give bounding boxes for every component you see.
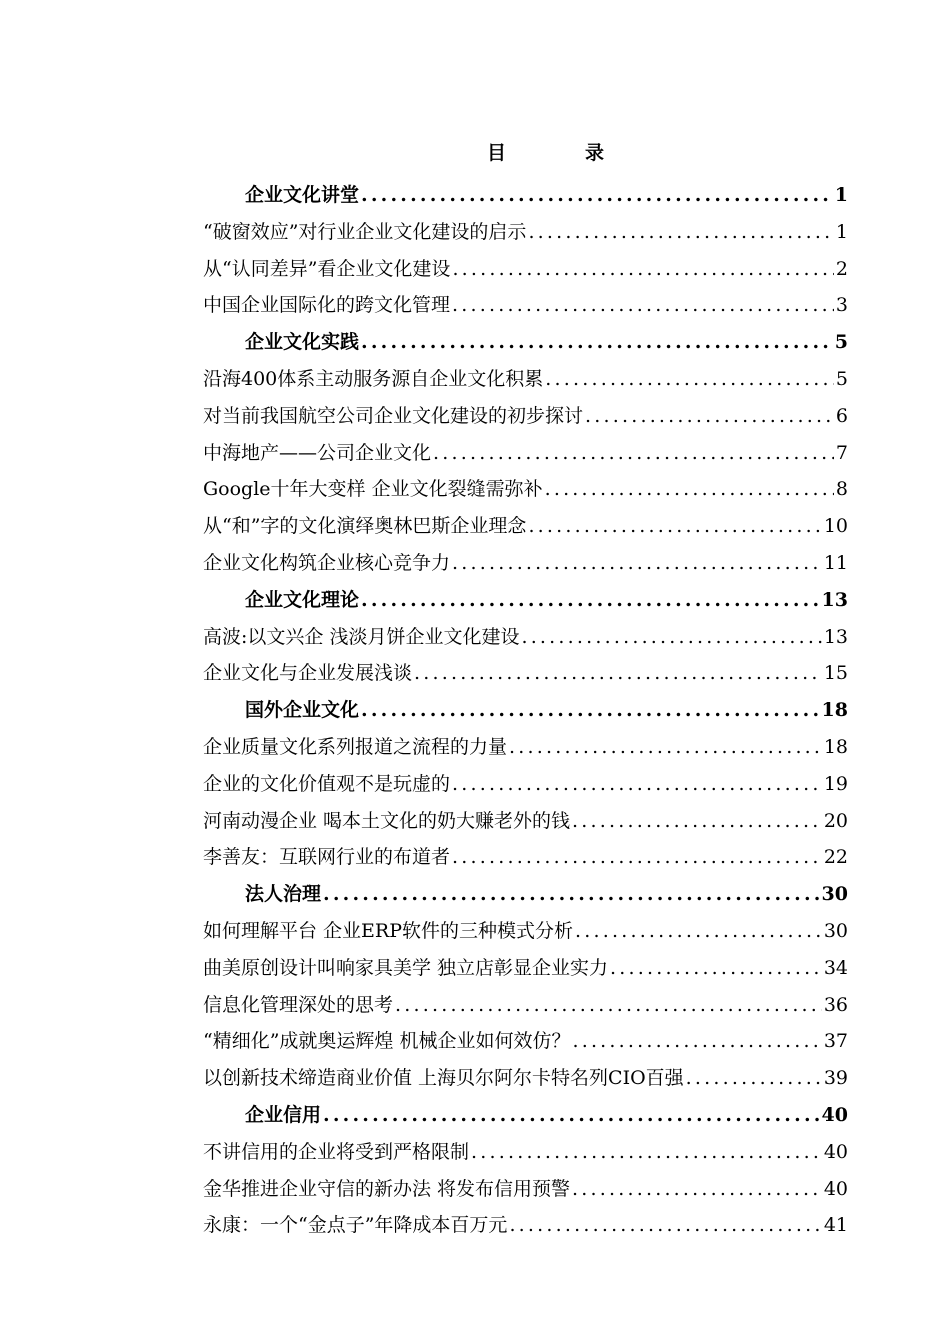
toc-entry-title: 如何理解平台 企业ERP软件的三种模式分析 xyxy=(203,919,574,942)
toc-entry[interactable] xyxy=(203,1207,848,1244)
toc-list xyxy=(203,177,848,1244)
toc-entry-title: 法人治理 xyxy=(245,883,322,906)
dot-leader xyxy=(545,361,834,398)
dot-leader xyxy=(452,766,822,803)
toc-page-number: 5 xyxy=(834,331,848,354)
toc-page-number: 22 xyxy=(823,846,848,869)
toc-section-heading[interactable] xyxy=(203,1097,848,1134)
dot-leader xyxy=(572,1171,822,1208)
dot-leader xyxy=(361,177,833,214)
toc-page-number: 40 xyxy=(823,1140,848,1163)
dot-leader xyxy=(323,876,820,913)
toc-entry[interactable] xyxy=(203,251,848,288)
toc-page-number: 1 xyxy=(835,220,848,243)
toc-page-number: 40 xyxy=(821,1103,848,1126)
toc-entry[interactable] xyxy=(203,361,848,398)
toc-section-heading[interactable] xyxy=(203,692,848,729)
toc-section-heading[interactable] xyxy=(203,177,848,214)
toc-entry[interactable] xyxy=(203,655,848,692)
toc-entry-title: 从“和”字的文化演绎奥林巴斯企业理念 xyxy=(203,515,527,538)
toc-page-number: 20 xyxy=(823,809,848,832)
dot-leader xyxy=(686,1060,822,1097)
toc-entry[interactable] xyxy=(203,214,848,251)
dot-leader xyxy=(471,1134,822,1171)
toc-page-number: 41 xyxy=(823,1214,848,1237)
toc-entry-title: 企业文化讲堂 xyxy=(245,184,360,206)
dot-leader xyxy=(361,582,820,619)
toc-entry-title: “破窗效应”对行业企业文化建设的启示 xyxy=(203,220,527,243)
toc-page-number: 30 xyxy=(823,919,848,942)
toc-entry[interactable] xyxy=(203,803,848,840)
dot-leader xyxy=(545,471,834,508)
toc-entry-title: 金华推进企业守信的新办法 将发布信用预警 xyxy=(203,1177,571,1200)
toc-entry[interactable] xyxy=(203,545,848,582)
dot-leader xyxy=(452,251,833,288)
toc-entry-title: 对当前我国航空公司企业文化建设的初步探讨 xyxy=(203,404,584,427)
document-page xyxy=(203,138,848,1244)
toc-entry-title: 企业文化与企业发展浅谈 xyxy=(203,662,413,685)
toc-entry-title: 河南动漫企业 喝本土文化的奶大赚老外的钱 xyxy=(203,809,571,832)
toc-page-number: 6 xyxy=(835,404,848,427)
dot-leader xyxy=(528,508,821,545)
toc-section-heading[interactable] xyxy=(203,324,848,361)
toc-page-number: 8 xyxy=(835,478,848,501)
toc-entry[interactable] xyxy=(203,435,848,472)
toc-entry[interactable] xyxy=(203,950,848,987)
toc-entry-title: “精细化”成就奥运辉煌 机械企业如何效仿？ xyxy=(203,1030,571,1053)
toc-entry-title: 企业的文化价值观不是玩虚的 xyxy=(203,772,451,795)
toc-entry-title: 国外企业文化 xyxy=(245,699,360,722)
toc-section-heading[interactable] xyxy=(203,876,848,913)
toc-entry-title: 永康：一个“金点子”年降成本百万元 xyxy=(203,1214,508,1237)
dot-leader xyxy=(521,619,821,656)
toc-entry-title: 信息化管理深处的思考 xyxy=(203,993,394,1016)
dot-leader xyxy=(572,1023,821,1060)
toc-page-number: 40 xyxy=(823,1177,848,1200)
toc-entry[interactable] xyxy=(203,766,848,803)
toc-entry-title: 不讲信用的企业将受到严格限制 xyxy=(203,1140,470,1163)
toc-page-number: 3 xyxy=(835,294,848,317)
toc-page-number: 34 xyxy=(823,956,848,979)
toc-entry-title: Google十年大变样 企业文化裂缝需弥补 xyxy=(203,478,543,501)
toc-entry-title: 企业质量文化系列报道之流程的力量 xyxy=(203,735,508,758)
toc-entry[interactable] xyxy=(203,1060,848,1097)
toc-entry[interactable] xyxy=(203,1171,848,1208)
toc-entry-title: 沿海400体系主动服务源自企业文化积累 xyxy=(203,367,544,390)
dot-leader xyxy=(361,324,833,361)
dot-leader xyxy=(433,435,834,472)
dot-leader xyxy=(414,655,822,692)
toc-page-number: 19 xyxy=(823,772,848,795)
toc-entry-title: 企业文化实践 xyxy=(245,331,360,354)
toc-section-heading[interactable] xyxy=(203,582,848,619)
toc-entry-title: 中国企业国际化的跨文化管理 xyxy=(203,294,451,317)
toc-entry-title: 曲美原创设计叫响家具美学 独立店彰显企业实力 xyxy=(203,956,609,979)
toc-entry[interactable] xyxy=(203,729,848,766)
toc-page-number: 37 xyxy=(823,1030,848,1053)
toc-entry[interactable] xyxy=(203,398,848,435)
toc-entry[interactable] xyxy=(203,839,848,876)
dot-leader xyxy=(610,950,822,987)
toc-entry-title: 高波:以文兴企 浅淡月饼企业文化建设 xyxy=(203,625,520,648)
dot-leader xyxy=(361,692,820,729)
dot-leader xyxy=(528,214,833,251)
toc-entry[interactable] xyxy=(203,287,848,324)
toc-page-number: 5 xyxy=(835,367,848,390)
toc-entry[interactable] xyxy=(203,471,848,508)
dot-leader xyxy=(452,545,822,582)
toc-page-number: 13 xyxy=(821,588,848,611)
toc-page-number: 18 xyxy=(823,735,848,758)
toc-entry[interactable] xyxy=(203,619,848,656)
toc-page-number: 11 xyxy=(823,551,848,574)
toc-entry[interactable] xyxy=(203,1134,848,1171)
toc-page-number: 7 xyxy=(835,441,848,464)
toc-entry[interactable] xyxy=(203,1023,848,1060)
toc-entry-title: 中海地产——公司企业文化 xyxy=(203,441,432,464)
toc-page-number: 18 xyxy=(821,699,848,722)
toc-page-number: 13 xyxy=(823,625,848,648)
toc-title: 目 录 xyxy=(486,142,634,164)
dot-leader xyxy=(452,287,834,324)
toc-page-number: 2 xyxy=(835,257,848,280)
toc-entry-title: 企业文化构筑企业核心竞争力 xyxy=(203,551,451,574)
toc-page-number: 36 xyxy=(823,993,848,1016)
toc-page-number: 1 xyxy=(834,184,848,206)
dot-leader xyxy=(572,803,822,840)
toc-entry-title: 李善友：互联网行业的布道者 xyxy=(203,846,451,869)
toc-entry-title: 以创新技术缔造商业价值 上海贝尔阿尔卡特名列CIO百强 xyxy=(203,1067,684,1090)
toc-page-number: 30 xyxy=(821,883,848,906)
toc-entry[interactable] xyxy=(203,987,848,1024)
dot-leader xyxy=(509,729,822,766)
dot-leader xyxy=(452,839,822,876)
toc-entry[interactable] xyxy=(203,913,848,950)
dot-leader xyxy=(509,1207,821,1244)
dot-leader xyxy=(323,1097,820,1134)
toc-entry-title: 企业文化理论 xyxy=(245,588,360,611)
toc-page-number: 15 xyxy=(823,662,848,685)
toc-entry-title: 从“认同差异”看企业文化建设 xyxy=(203,257,451,280)
toc-entry-title: 企业信用 xyxy=(245,1103,322,1126)
dot-leader xyxy=(575,913,822,950)
dot-leader xyxy=(395,987,822,1024)
dot-leader xyxy=(585,398,834,435)
toc-entry[interactable] xyxy=(203,508,848,545)
toc-page-number: 39 xyxy=(823,1067,848,1090)
toc-page-number: 10 xyxy=(823,515,848,538)
